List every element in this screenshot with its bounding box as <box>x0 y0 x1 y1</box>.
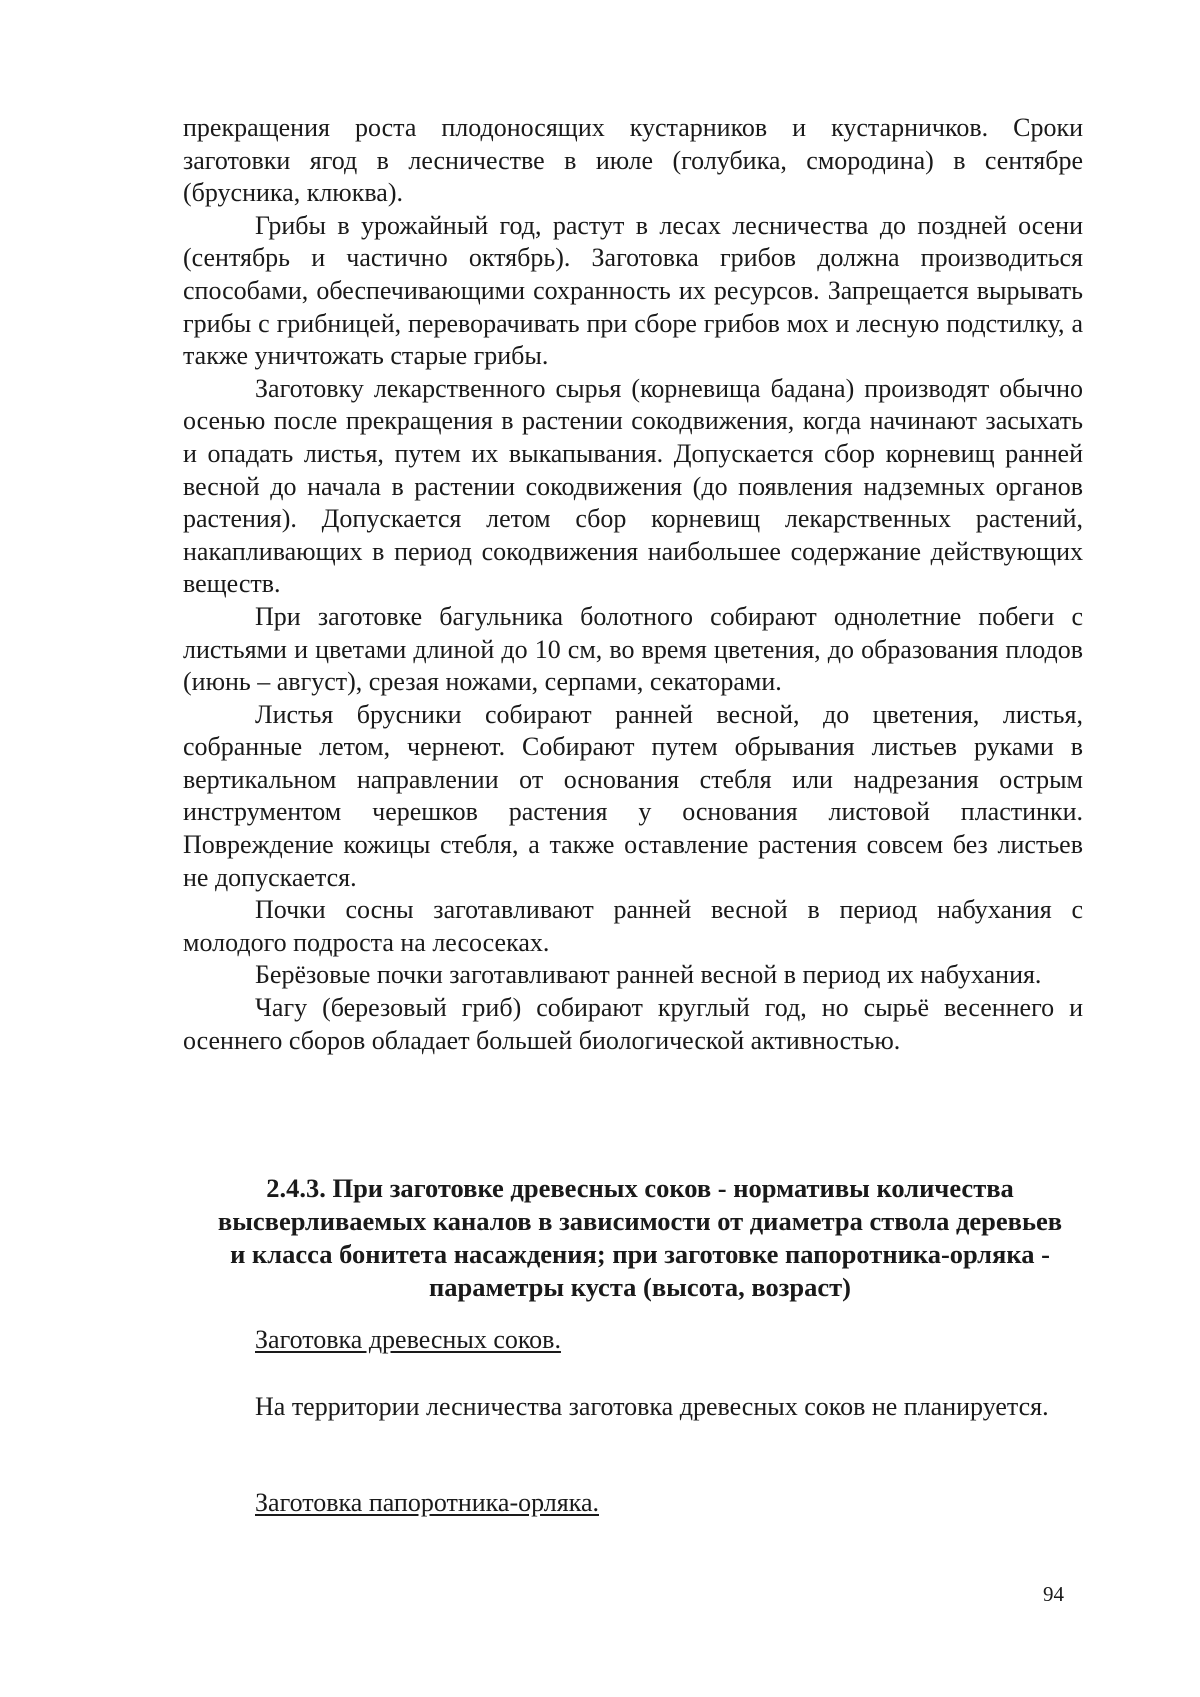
paragraph-birch-buds: Берёзовые почки заготавливают ранней весной в период их набухания. <box>255 960 1042 990</box>
subheading-tree-sap: Заготовка древесных соков. <box>255 1325 561 1354</box>
paragraph-medicinal-raw: Заготовку лекарственного сырья (корневища бадана) производят обычно осенью после прекращения в растении сокодвижения, когда начинают засыхать и опадать листья, путем их выкапывания. Допускается сбор корневищ ранней весной до начала в растении сокодвижения (до появления надземных органов растения). Допускается летом сбор корневищ лекарственных растений, накапливающих в период сокодвижения наибольшее содержание действующих веществ. <box>183 373 1083 599</box>
paragraph-chaga: Чагу (березовый гриб) собирают круглый год, но сырьё весеннего и осеннего сборов обладает большей биологической активностью. <box>183 993 1083 1055</box>
paragraph-mushrooms: Грибы в урожайный год, растут в лесах лесничества до поздней осени (сентябрь и частично октябрь). Заготовка грибов должна производиться способами, обеспечивающими сохранность их ресурсов. Запрещается вырывать грибы с грибницей, переворачивать при сборе грибов мох и лесную подстилку, а также уничтожать старые грибы. <box>183 210 1083 371</box>
page-number: 94 <box>1043 1582 1064 1606</box>
paragraph-lingonberry-leaves: Листья брусники собирают ранней весной, до цветения, листья, собранные летом, чернеют. Собирают путем обрывания листьев руками в вертикальном направлении от основания стебля или надрезания острым инструментом черешков растения у основания листовой пластинки. Повреждение кожицы стебля, а также оставление растения совсем без листьев не допускается. <box>183 699 1083 892</box>
paragraph-tree-sap: На территории лесничества заготовка древесных соков не планируется. <box>255 1392 1049 1421</box>
body-text <box>183 112 1083 1057</box>
paragraph-pine-buds: Почки сосны заготавливают ранней весной в период набухания с молодого подроста на лесосеках. <box>183 895 1083 957</box>
paragraph-berries-continued: прекращения роста плодоносящих кустарников и кустарничков. Сроки заготовки ягод в лесничестве в июле (голубика, смородина) в сентябре (брусника, клюква). <box>183 113 1083 208</box>
subheading-bracken: Заготовка папоротника-орляка. <box>255 1488 599 1517</box>
paragraph-ledum: При заготовке багульника болотного собирают однолетние побеги с листьями и цветами длиной до 10 см, во время цветения, до образования плодов (июнь – август), срезая ножами, серпами, секаторами. <box>183 601 1083 697</box>
section-heading: 2.4.3. При заготовке древесных соков - нормативы количества высверливаемых каналов в зависимости от диаметра ствола деревьев и класса бонитета насаждения; при заготовке папоротника-орляка - параметры куста (высота, возраст) <box>217 1173 1063 1302</box>
